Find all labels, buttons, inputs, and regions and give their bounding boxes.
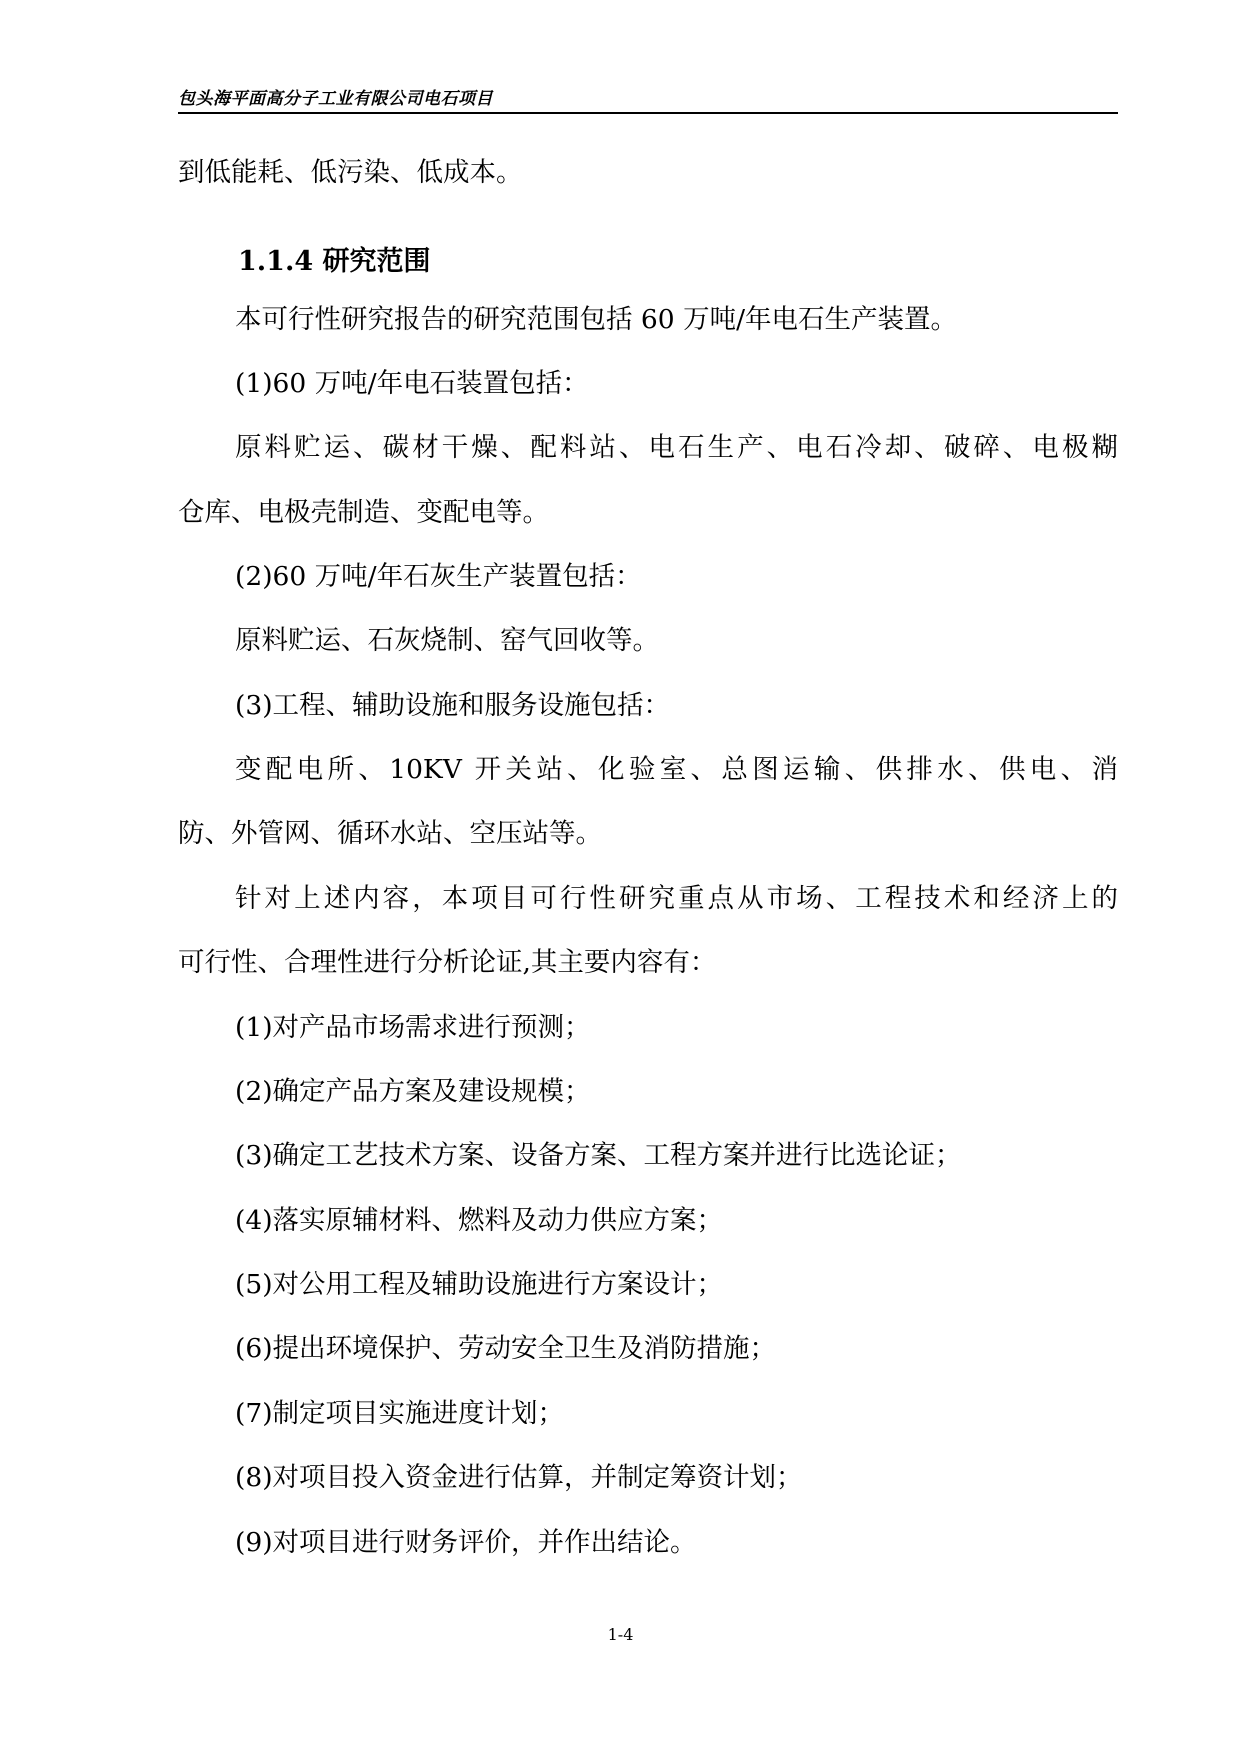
item3-body-line1: 变配电所、10KV 开关站、化验室、总图运输、供排水、供电、消: [235, 754, 1118, 785]
task-item-5: (5)对公用工程及辅助设施进行方案设计；: [235, 1269, 724, 1300]
running-header-title: 包头海平面高分子工业有限公司电石项目: [178, 89, 493, 109]
task-item-1: (1)对产品市场需求进行预测；: [235, 1012, 591, 1043]
item1-body-line2: 仓库、电极壳制造、变配电等。: [178, 497, 549, 528]
task-item-9: (9)对项目进行财务评价，并作出结论。: [235, 1527, 697, 1558]
page-number: 1-4: [607, 1625, 634, 1644]
item3-title: (3)工程、辅助设施和服务设施包括：: [235, 690, 671, 721]
item2-title: (2)60 万吨/年石灰生产装置包括：: [235, 561, 642, 592]
task-item-7: (7)制定项目实施进度计划；: [235, 1398, 565, 1429]
intro-paragraph: 本可行性研究报告的研究范围包括 60 万吨/年电石生产装置。: [235, 304, 957, 335]
task-item-8: (8)对项目投入资金进行估算，并制定筹资计划；: [235, 1462, 803, 1493]
task-item-4: (4)落实原辅材料、燃料及动力供应方案；: [235, 1205, 724, 1236]
task-item-2: (2)确定产品方案及建设规模；: [235, 1076, 591, 1107]
item1-body-line1: 原料贮运、碳材干燥、配料站、电石生产、电石冷却、破碎、电极糊: [235, 432, 1118, 463]
item3-body-line2: 防、外管网、循环水站、空压站等。: [178, 818, 602, 849]
summary-line2: 可行性、合理性进行分析论证,其主要内容有：: [178, 947, 717, 978]
task-item-3: (3)确定工艺技术方案、设备方案、工程方案并进行比选论证；: [235, 1140, 962, 1171]
summary-line1: 针对上述内容，本项目可行性研究重点从市场、工程技术和经济上的: [235, 883, 1118, 914]
item1-title: (1)60 万吨/年电石装置包括：: [235, 368, 589, 399]
task-item-6: (6)提出环境保护、劳动安全卫生及消防措施；: [235, 1333, 777, 1364]
item2-body: 原料贮运、石灰烧制、窑气回收等。: [235, 625, 659, 656]
continuation-paragraph: 到低能耗、低污染、低成本。: [178, 157, 523, 188]
header-divider: [178, 112, 1118, 114]
section-heading: 1.1.4 研究范围: [238, 246, 431, 277]
